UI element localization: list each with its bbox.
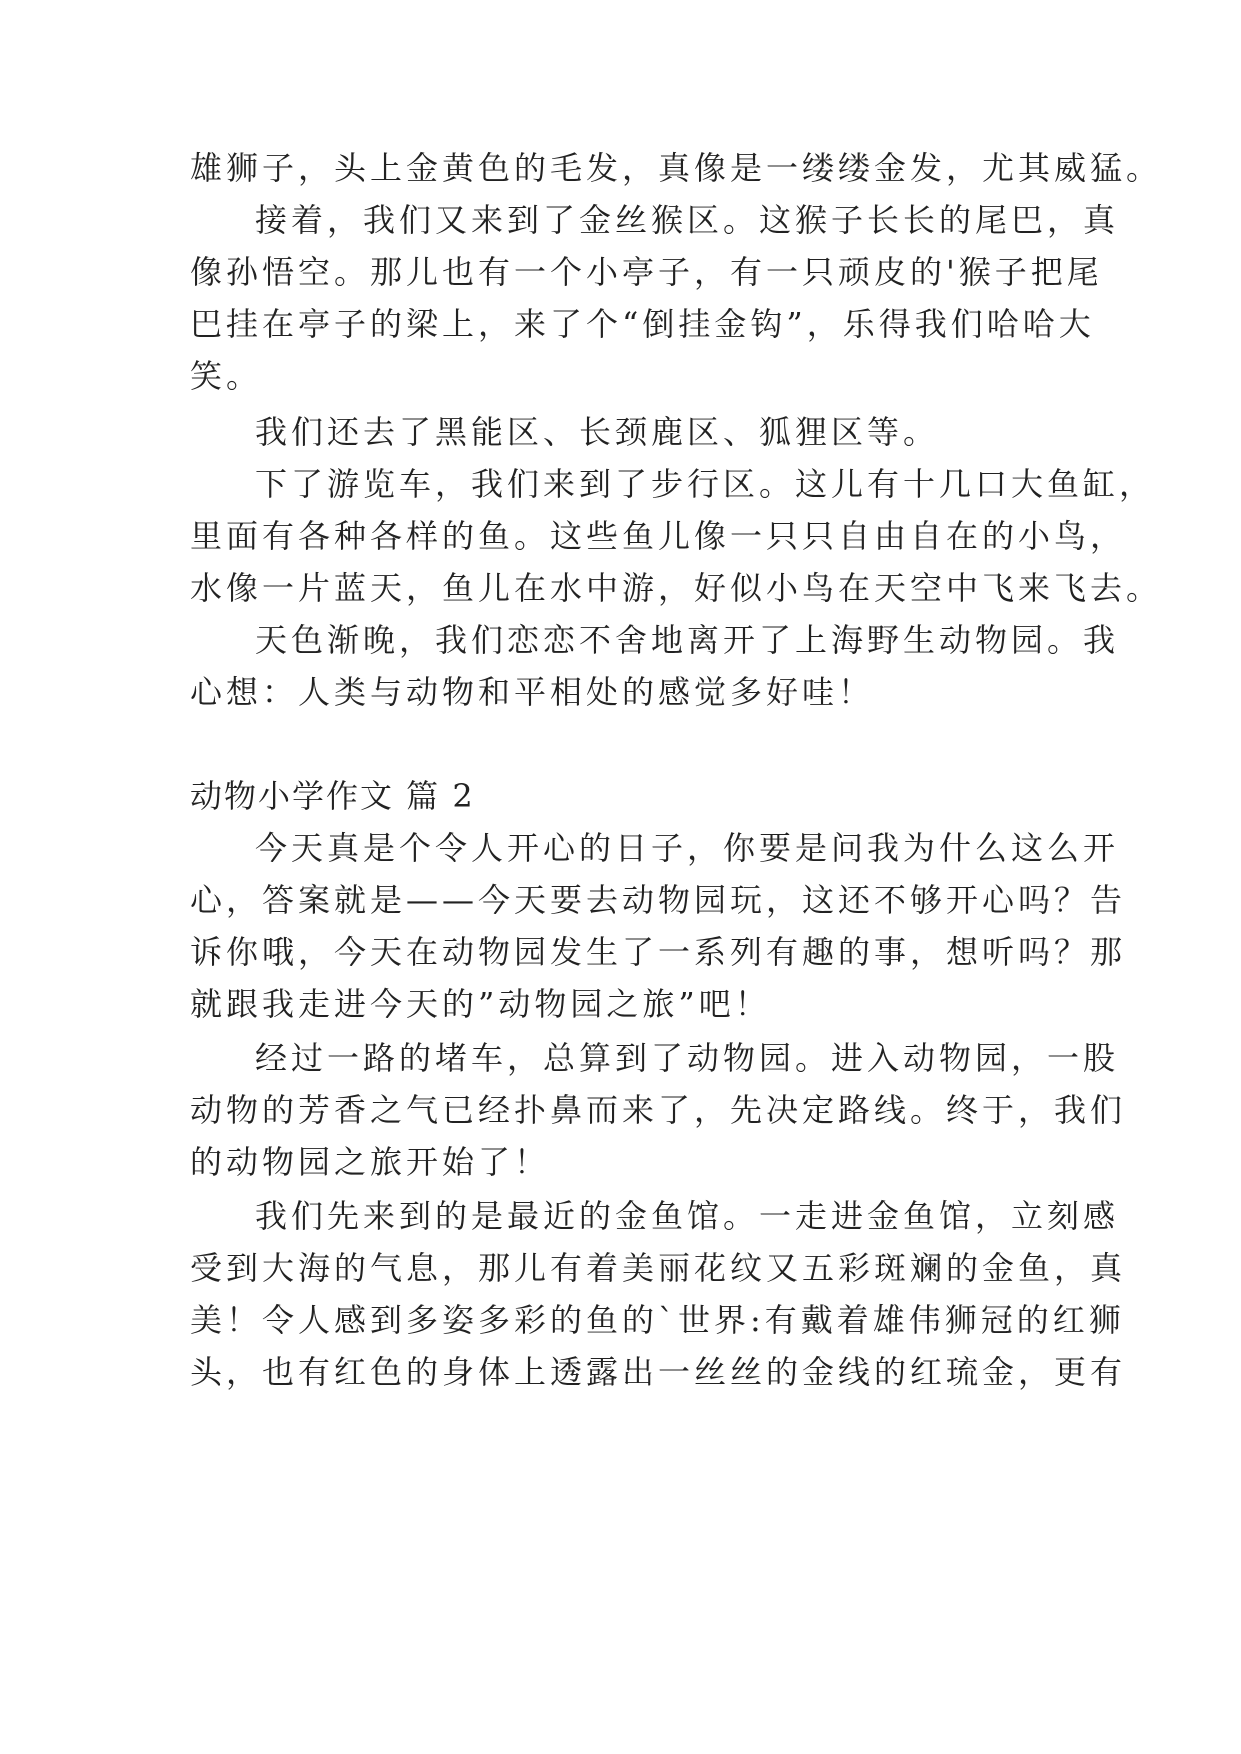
paragraph-start: 我们还去了黑能区、长颈鹿区、狐狸区等。 bbox=[255, 413, 940, 451]
paragraph-start: 接着，我们又来到了金丝猴区。这猴子长长的尾巴，真 bbox=[255, 201, 1120, 239]
paragraph-start: 经过一路的堵车，总算到了动物园。进入动物园，一股 bbox=[255, 1039, 1120, 1077]
text-line: 巴挂在亭子的梁上，来了个“倒挂金钩”，乐得我们哈哈大 bbox=[190, 305, 1095, 343]
text-line: 里面有各种各样的鱼。这些鱼儿像一只只自由自在的小鸟， bbox=[190, 517, 1127, 555]
text-line: 诉你哦，今天在动物园发生了一系列有趣的事，想听吗？那 bbox=[190, 933, 1127, 971]
text-line: 动物的芳香之气已经扑鼻而来了，先决定路线。终于，我们 bbox=[190, 1091, 1127, 1129]
text-line: 受到大海的气息，那儿有着美丽花纹又五彩斑斓的金鱼，真 bbox=[190, 1249, 1127, 1287]
text-line: 美！令人感到多姿多彩的鱼的`世界:有戴着雄伟狮冠的红狮 bbox=[190, 1301, 1125, 1339]
paragraph-start: 天色渐晚，我们恋恋不舍地离开了上海野生动物园。我 bbox=[255, 621, 1120, 659]
paragraph-start: 今天真是个令人开心的日子，你要是问我为什么这么开 bbox=[255, 829, 1120, 867]
text-line: 雄狮子，头上金黄色的毛发，真像是一缕缕金发，尤其威猛。 bbox=[190, 149, 1163, 187]
text-line: 笑。 bbox=[190, 357, 263, 395]
paragraph-start: 我们先来到的是最近的金鱼馆。一走进金鱼馆，立刻感 bbox=[255, 1197, 1120, 1235]
text-line: 头，也有红色的身体上透露出一丝丝的金线的红琉金，更有 bbox=[190, 1353, 1127, 1391]
paragraph-start: 下了游览车，我们来到了步行区。这儿有十几口大鱼缸， bbox=[255, 465, 1156, 503]
text-line: 水像一片蓝天，鱼儿在水中游，好似小鸟在天空中飞来飞去。 bbox=[190, 569, 1163, 607]
section-heading: 动物小学作文 篇 2 bbox=[190, 777, 475, 815]
text-line: 心想：人类与动物和平相处的感觉多好哇！ bbox=[190, 673, 875, 711]
text-line: 就跟我走进今天的”动物园之旅”吧！ bbox=[190, 985, 771, 1023]
text-line: 像孙悟空。那儿也有一个小亭子，有一只顽皮的'猴子把尾 bbox=[190, 253, 1103, 291]
text-line: 的动物园之旅开始了！ bbox=[190, 1143, 551, 1181]
text-line: 心，答案就是——今天要去动物园玩，这还不够开心吗？告 bbox=[190, 881, 1127, 919]
